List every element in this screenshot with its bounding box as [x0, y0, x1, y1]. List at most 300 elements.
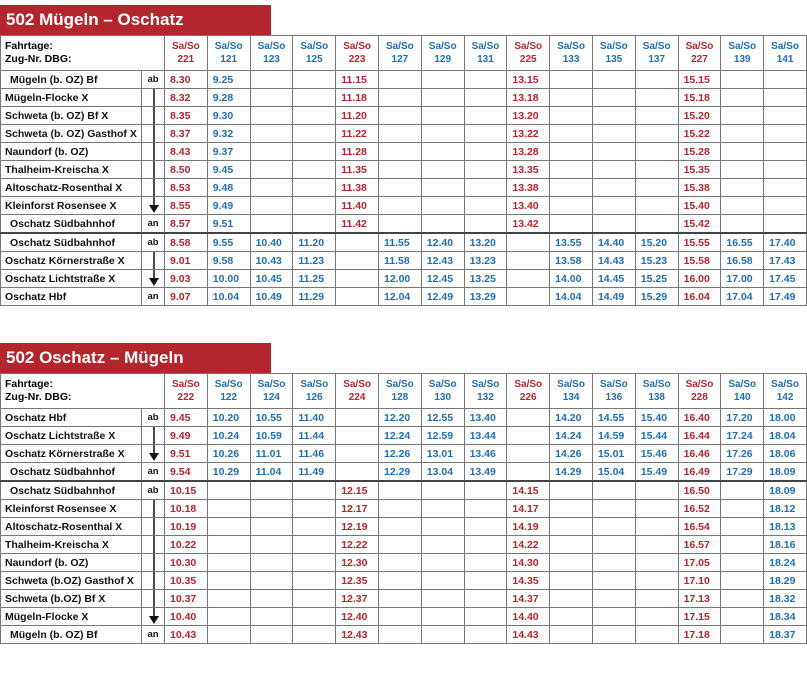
train-header-125	[293, 36, 336, 71]
fahrtage-value: Sa/So	[428, 379, 457, 390]
time-cell: 10.35	[165, 572, 208, 590]
fahrtage-value: Sa/So	[343, 41, 371, 52]
time-cell	[464, 518, 507, 536]
time-cell	[764, 89, 807, 107]
time-cell: 13.40	[507, 197, 550, 215]
table-row	[1, 427, 807, 445]
time-cell	[764, 125, 807, 143]
time-cell: 14.59	[592, 427, 635, 445]
arrow-line-icon	[148, 536, 160, 554]
time-cell	[250, 125, 293, 143]
time-cell: 10.18	[165, 500, 208, 518]
table-row	[1, 554, 807, 572]
time-cell	[550, 161, 593, 179]
marker-text: an	[147, 465, 159, 477]
time-cell	[464, 215, 507, 234]
fahrtage-value: Sa/So	[685, 379, 714, 390]
fahrtage-value: Sa/So	[471, 41, 500, 52]
time-cell	[464, 590, 507, 608]
time-cell: 15.46	[635, 445, 678, 463]
zug-nr-label: Zug-Nr. DBG:	[5, 53, 72, 65]
table-row	[1, 89, 807, 107]
station-name: Oschatz Körnerstraße X	[1, 445, 142, 463]
station-name: Schweta (b. OZ) Bf X	[1, 107, 142, 125]
time-cell: 17.26	[721, 445, 764, 463]
fahrtage-label: Fahrtage:	[5, 40, 53, 52]
train-number: 137	[648, 54, 665, 65]
station-name: Schweta (b.OZ) Bf X	[1, 590, 142, 608]
train-number: 134	[562, 392, 580, 403]
time-cell: 15.44	[635, 427, 678, 445]
marker-text: ab	[147, 411, 159, 423]
time-cell	[550, 197, 593, 215]
time-cell: 13.38	[507, 179, 550, 197]
time-cell	[550, 481, 593, 500]
time-cell: 11.35	[336, 161, 379, 179]
table-row	[1, 270, 807, 288]
table-row	[1, 500, 807, 518]
time-cell: 15.58	[678, 252, 721, 270]
fahrtage-value: Sa/So	[771, 41, 799, 52]
train-number: 126	[305, 392, 323, 403]
train-header-139	[721, 36, 764, 71]
arrival-departure-marker	[142, 288, 165, 306]
fahrtage-value: Sa/So	[300, 379, 329, 390]
time-cell	[378, 481, 421, 500]
train-number: 138	[648, 392, 665, 403]
time-cell	[721, 215, 764, 234]
station-name: Oschatz Südbahnhof	[1, 233, 142, 252]
time-cell: 15.18	[678, 89, 721, 107]
time-cell: 11.38	[336, 179, 379, 197]
time-cell: 9.01	[165, 252, 208, 270]
train-header-222	[165, 374, 208, 409]
time-cell	[550, 89, 593, 107]
time-cell	[293, 215, 336, 234]
time-cell	[293, 590, 336, 608]
fahrtage-value: Sa/So	[728, 379, 757, 390]
time-cell: 14.22	[507, 536, 550, 554]
train-header-133	[550, 36, 593, 71]
train-header-132	[464, 374, 507, 409]
time-cell	[592, 215, 635, 234]
time-cell: 10.15	[165, 481, 208, 500]
time-cell	[250, 71, 293, 89]
time-cell	[635, 71, 678, 89]
time-cell	[293, 536, 336, 554]
time-cell: 14.37	[507, 590, 550, 608]
time-cell: 12.40	[336, 608, 379, 626]
time-cell	[464, 608, 507, 626]
time-cell	[336, 270, 379, 288]
arrival-departure-marker	[142, 445, 165, 463]
time-cell: 15.55	[678, 233, 721, 252]
fahrtage-value: Sa/So	[471, 379, 500, 390]
table-row	[1, 197, 807, 215]
time-cell: 12.45	[421, 270, 464, 288]
timetable	[0, 35, 807, 306]
table-row	[1, 463, 807, 482]
train-header-223	[336, 36, 379, 71]
marker-text: an	[147, 290, 159, 302]
time-cell	[293, 161, 336, 179]
time-cell	[592, 89, 635, 107]
time-cell: 10.30	[165, 554, 208, 572]
station-name: Schweta (b. OZ) Gasthof X	[1, 125, 142, 143]
station-name: Oschatz Südbahnhof	[1, 481, 142, 500]
time-cell: 14.19	[507, 518, 550, 536]
table-row	[1, 518, 807, 536]
time-cell	[464, 197, 507, 215]
time-cell	[421, 572, 464, 590]
station-name: Oschatz Lichtstraße X	[1, 427, 142, 445]
time-cell	[764, 143, 807, 161]
time-cell: 14.04	[550, 288, 593, 306]
train-header-225	[507, 36, 550, 71]
time-cell	[336, 252, 379, 270]
time-cell: 13.15	[507, 71, 550, 89]
time-cell: 17.10	[678, 572, 721, 590]
time-cell: 10.19	[165, 518, 208, 536]
time-cell: 12.04	[378, 288, 421, 306]
time-cell	[721, 572, 764, 590]
time-cell: 14.35	[507, 572, 550, 590]
time-cell	[293, 554, 336, 572]
table-row	[1, 125, 807, 143]
time-cell	[250, 179, 293, 197]
time-cell	[250, 197, 293, 215]
station-name: Kleinforst Rosensee X	[1, 197, 142, 215]
time-cell: 9.45	[165, 409, 208, 427]
time-cell	[721, 518, 764, 536]
time-cell	[721, 107, 764, 125]
time-cell: 12.19	[336, 518, 379, 536]
time-cell	[464, 179, 507, 197]
time-cell	[507, 427, 550, 445]
time-cell	[507, 463, 550, 482]
station-name: Kleinforst Rosensee X	[1, 500, 142, 518]
header-labels	[1, 36, 165, 71]
time-cell: 16.58	[721, 252, 764, 270]
arrival-departure-marker	[142, 252, 165, 270]
time-cell	[421, 179, 464, 197]
time-cell	[378, 590, 421, 608]
time-cell	[378, 197, 421, 215]
time-cell: 12.37	[336, 590, 379, 608]
time-cell: 11.55	[378, 233, 421, 252]
train-header-123	[250, 36, 293, 71]
time-cell	[592, 481, 635, 500]
time-cell: 18.24	[764, 554, 807, 572]
time-cell: 14.00	[550, 270, 593, 288]
time-cell	[464, 536, 507, 554]
zug-nr-label: Zug-Nr. DBG:	[5, 391, 72, 403]
time-cell	[250, 608, 293, 626]
time-cell	[550, 572, 593, 590]
train-number: 121	[220, 54, 238, 65]
time-cell: 18.12	[764, 500, 807, 518]
time-cell: 10.04	[207, 288, 250, 306]
time-cell	[635, 500, 678, 518]
time-cell: 12.15	[336, 481, 379, 500]
station-name: Altoschatz-Rosenthal X	[1, 179, 142, 197]
time-cell: 15.38	[678, 179, 721, 197]
timetable	[0, 373, 807, 644]
time-cell: 13.46	[464, 445, 507, 463]
time-cell	[378, 89, 421, 107]
time-cell: 11.28	[336, 143, 379, 161]
time-cell: 9.32	[207, 125, 250, 143]
train-number: 123	[263, 54, 280, 65]
arrival-departure-marker	[142, 500, 165, 518]
time-cell: 12.35	[336, 572, 379, 590]
train-header-126	[293, 374, 336, 409]
time-cell: 9.51	[165, 445, 208, 463]
table-row	[1, 179, 807, 197]
time-cell: 16.54	[678, 518, 721, 536]
time-cell	[635, 590, 678, 608]
time-cell	[207, 518, 250, 536]
table-row	[1, 572, 807, 590]
table-row	[1, 143, 807, 161]
train-header-142	[764, 374, 807, 409]
time-cell: 11.40	[336, 197, 379, 215]
time-cell	[550, 518, 593, 536]
time-cell	[378, 143, 421, 161]
time-cell: 16.52	[678, 500, 721, 518]
time-cell	[721, 161, 764, 179]
arrival-departure-marker	[142, 197, 165, 215]
train-number: 223	[348, 54, 366, 65]
time-cell: 13.49	[464, 463, 507, 482]
station-name: Mügeln-Flocke X	[1, 608, 142, 626]
time-cell	[592, 179, 635, 197]
train-header-226	[507, 374, 550, 409]
train-header-135	[592, 36, 635, 71]
station-name: Oschatz Südbahnhof	[1, 463, 142, 482]
time-cell	[507, 270, 550, 288]
arrow-line-icon	[148, 125, 160, 143]
time-cell: 10.45	[250, 270, 293, 288]
time-cell: 12.43	[421, 252, 464, 270]
down-arrow-icon	[148, 445, 160, 463]
time-cell	[721, 197, 764, 215]
arrow-line-icon	[148, 107, 160, 125]
time-cell	[464, 71, 507, 89]
time-cell: 16.40	[678, 409, 721, 427]
time-cell	[378, 518, 421, 536]
time-cell	[378, 554, 421, 572]
fahrtage-value: Sa/So	[599, 379, 628, 390]
time-cell: 9.45	[207, 161, 250, 179]
time-cell	[592, 197, 635, 215]
time-cell	[250, 161, 293, 179]
time-cell	[464, 572, 507, 590]
time-cell: 13.28	[507, 143, 550, 161]
arrival-departure-marker	[142, 463, 165, 482]
time-cell: 12.55	[421, 409, 464, 427]
time-cell: 13.42	[507, 215, 550, 234]
time-cell	[635, 179, 678, 197]
arrival-departure-marker	[142, 215, 165, 234]
train-header-128	[378, 374, 421, 409]
time-cell	[378, 626, 421, 644]
time-cell: 14.55	[592, 409, 635, 427]
train-number: 130	[434, 392, 452, 403]
time-cell	[250, 572, 293, 590]
time-cell: 13.18	[507, 89, 550, 107]
time-cell: 17.49	[764, 288, 807, 306]
time-cell	[293, 107, 336, 125]
train-number: 128	[391, 392, 409, 403]
station-name: Naundorf (b. OZ)	[1, 554, 142, 572]
time-cell	[378, 71, 421, 89]
table-row	[1, 233, 807, 252]
time-cell	[250, 536, 293, 554]
down-arrow-icon	[148, 608, 160, 626]
time-cell: 17.15	[678, 608, 721, 626]
fahrtage-value: Sa/So	[257, 379, 286, 390]
train-header-140	[721, 374, 764, 409]
time-cell	[293, 626, 336, 644]
time-cell	[293, 572, 336, 590]
arrow-line-icon	[148, 252, 160, 270]
time-cell: 12.17	[336, 500, 379, 518]
time-cell	[250, 500, 293, 518]
arrival-departure-marker	[142, 89, 165, 107]
time-cell	[250, 518, 293, 536]
time-cell	[592, 572, 635, 590]
fahrtage-value: Sa/So	[514, 41, 543, 52]
time-cell	[550, 554, 593, 572]
table-row	[1, 608, 807, 626]
train-number: 226	[519, 392, 537, 403]
time-cell	[421, 71, 464, 89]
time-cell: 10.24	[207, 427, 250, 445]
arrival-departure-marker	[142, 143, 165, 161]
time-cell: 16.50	[678, 481, 721, 500]
time-cell	[250, 143, 293, 161]
arrow-line-icon	[148, 179, 160, 197]
table-row	[1, 288, 807, 306]
train-header-224	[336, 374, 379, 409]
time-cell	[550, 215, 593, 234]
time-cell	[378, 107, 421, 125]
time-cell: 9.28	[207, 89, 250, 107]
table-row	[1, 481, 807, 500]
time-cell: 14.40	[507, 608, 550, 626]
time-cell	[721, 125, 764, 143]
time-cell: 8.50	[165, 161, 208, 179]
time-cell: 17.24	[721, 427, 764, 445]
time-cell: 8.30	[165, 71, 208, 89]
time-cell	[464, 125, 507, 143]
time-cell	[635, 608, 678, 626]
station-name: Altoschatz-Rosenthal X	[1, 518, 142, 536]
time-cell	[592, 161, 635, 179]
time-cell: 8.57	[165, 215, 208, 234]
time-cell: 11.46	[293, 445, 336, 463]
train-header-228	[678, 374, 721, 409]
train-header-122	[207, 374, 250, 409]
train-number: 142	[776, 392, 794, 403]
time-cell	[421, 215, 464, 234]
station-name: Mügeln-Flocke X	[1, 89, 142, 107]
time-cell: 11.58	[378, 252, 421, 270]
time-cell	[635, 481, 678, 500]
time-cell: 9.58	[207, 252, 250, 270]
time-cell: 15.20	[635, 233, 678, 252]
time-cell: 9.03	[165, 270, 208, 288]
fahrtage-value: Sa/So	[343, 379, 371, 390]
table-row	[1, 161, 807, 179]
time-cell	[635, 143, 678, 161]
time-cell	[250, 590, 293, 608]
time-cell	[464, 500, 507, 518]
fahrtage-value: Sa/So	[172, 41, 200, 52]
time-cell: 9.51	[207, 215, 250, 234]
time-cell	[764, 107, 807, 125]
time-cell: 18.34	[764, 608, 807, 626]
time-cell	[592, 590, 635, 608]
time-cell: 15.49	[635, 463, 678, 482]
time-cell: 13.29	[464, 288, 507, 306]
fahrtage-value: Sa/So	[771, 379, 799, 390]
arrow-line-icon	[148, 590, 160, 608]
time-cell: 14.29	[550, 463, 593, 482]
time-cell	[550, 71, 593, 89]
train-number: 228	[691, 392, 708, 403]
train-number: 221	[177, 54, 195, 65]
time-cell	[721, 536, 764, 554]
time-cell: 13.58	[550, 252, 593, 270]
time-cell	[550, 107, 593, 125]
time-cell: 13.40	[464, 409, 507, 427]
train-number: 141	[776, 54, 794, 65]
train-header-129	[421, 36, 464, 71]
time-cell: 15.40	[678, 197, 721, 215]
table-row	[1, 536, 807, 554]
time-cell	[721, 608, 764, 626]
time-cell	[421, 590, 464, 608]
station-name: Oschatz Hbf	[1, 288, 142, 306]
time-cell	[378, 608, 421, 626]
time-cell: 12.49	[421, 288, 464, 306]
time-cell	[507, 445, 550, 463]
time-cell: 18.04	[764, 427, 807, 445]
time-cell: 10.20	[207, 409, 250, 427]
station-name: Schweta (b.OZ) Gasthof X	[1, 572, 142, 590]
time-cell: 9.54	[165, 463, 208, 482]
time-cell	[592, 500, 635, 518]
time-cell: 10.22	[165, 536, 208, 554]
fahrtage-value: Sa/So	[557, 41, 585, 52]
arrow-line-icon	[148, 572, 160, 590]
arrival-departure-marker	[142, 409, 165, 427]
time-cell	[421, 125, 464, 143]
time-cell: 12.22	[336, 536, 379, 554]
time-cell: 16.55	[721, 233, 764, 252]
time-cell	[250, 215, 293, 234]
time-cell: 11.42	[336, 215, 379, 234]
section-title: 502 Oschatz – Mügeln	[0, 343, 271, 373]
time-cell: 14.17	[507, 500, 550, 518]
time-cell	[378, 161, 421, 179]
time-cell	[635, 125, 678, 143]
time-cell: 11.15	[336, 71, 379, 89]
train-header-137	[635, 36, 678, 71]
time-cell: 17.20	[721, 409, 764, 427]
